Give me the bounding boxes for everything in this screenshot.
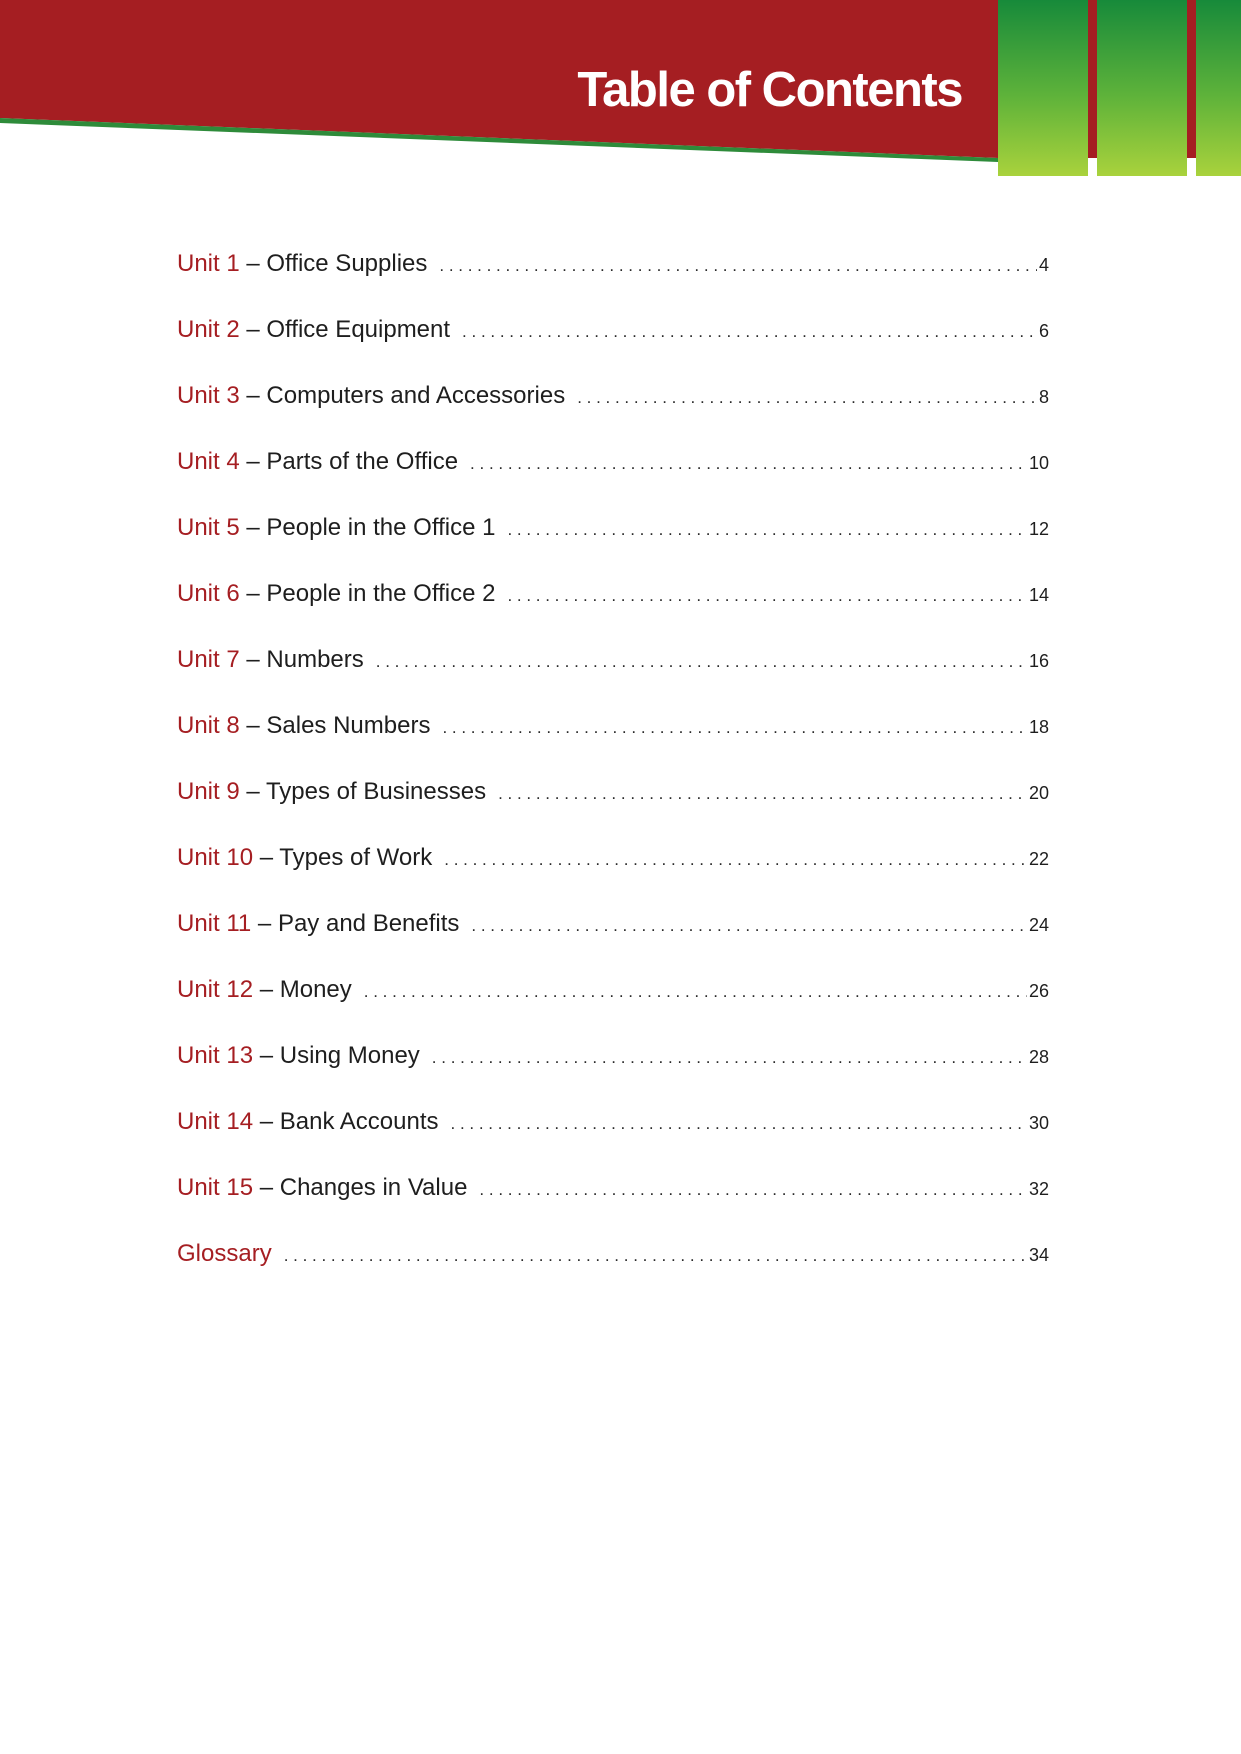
toc-entry <box>177 976 1049 1042</box>
toc-entry <box>177 580 1049 646</box>
page-number: 6 <box>1038 321 1049 341</box>
unit-title: People in the Office 1 <box>266 514 496 541</box>
entry-label <box>177 712 430 740</box>
unit-label: Unit 15 <box>177 1174 254 1201</box>
page-number: 8 <box>1038 387 1049 407</box>
unit-label: Unit 12 <box>177 976 254 1003</box>
unit-label: Unit 1 <box>177 250 240 277</box>
unit-label: Unit 11 <box>177 910 252 937</box>
unit-label: Unit 3 <box>177 382 240 409</box>
toc-entry <box>177 250 1049 316</box>
unit-separator: – <box>253 1108 280 1135</box>
page-number: 34 <box>1028 1245 1049 1265</box>
entry-label <box>177 1042 420 1070</box>
page-number: 4 <box>1038 255 1049 275</box>
toc-entry <box>177 316 1049 382</box>
unit-separator: – <box>239 712 267 739</box>
page-number: 20 <box>1028 783 1049 803</box>
unit-separator: – <box>239 316 267 343</box>
unit-title: Using Money <box>279 1042 420 1069</box>
unit-separator: – <box>253 844 280 871</box>
page-number: 12 <box>1028 519 1049 539</box>
unit-label: Unit 6 <box>177 580 240 607</box>
unit-label: Unit 7 <box>177 646 240 673</box>
unit-title: People in the Office 2 <box>266 580 496 607</box>
toc-entry <box>177 1108 1049 1174</box>
dot-leader <box>495 586 1027 606</box>
page-number: 26 <box>1028 981 1049 1001</box>
unit-title: Money <box>279 976 352 1003</box>
green-stripe-2 <box>1097 0 1187 176</box>
unit-separator: – <box>253 1042 280 1069</box>
entry-label <box>177 250 427 278</box>
dot-leader <box>430 718 1027 738</box>
entry-label <box>177 910 459 938</box>
page-number: 18 <box>1028 717 1049 737</box>
unit-label: Unit 5 <box>177 514 240 541</box>
unit-separator: – <box>239 580 267 607</box>
page-number: 16 <box>1028 651 1049 671</box>
unit-label: Glossary <box>177 1240 272 1267</box>
unit-title: Types of Work <box>279 844 433 871</box>
dot-leader <box>432 850 1027 870</box>
dot-leader <box>459 916 1027 936</box>
unit-label: Unit 10 <box>177 844 254 871</box>
entry-label <box>177 382 565 410</box>
unit-title: Computers and Accessories <box>266 382 566 409</box>
page-number: 24 <box>1028 915 1049 935</box>
toc-entry <box>177 1240 1049 1306</box>
unit-separator: – <box>239 646 267 673</box>
page-number: 30 <box>1028 1113 1049 1133</box>
unit-label: Unit 2 <box>177 316 240 343</box>
page-number: 28 <box>1028 1047 1049 1067</box>
unit-label: Unit 14 <box>177 1108 254 1135</box>
dot-leader <box>565 388 1037 408</box>
dot-leader <box>364 652 1027 672</box>
unit-separator: – <box>239 250 267 277</box>
toc-entry <box>177 1174 1049 1240</box>
unit-separator: – <box>251 910 278 937</box>
unit-title: Changes in Value <box>279 1174 468 1201</box>
dot-leader <box>458 454 1027 474</box>
dot-leader <box>495 520 1027 540</box>
toc-entry <box>177 646 1049 712</box>
unit-label: Unit 9 <box>177 778 240 805</box>
unit-separator: – <box>239 778 266 805</box>
page-number: 22 <box>1028 849 1049 869</box>
entry-label <box>177 1240 272 1268</box>
page-title: Table of Contents <box>577 63 962 117</box>
page-number: 10 <box>1028 453 1049 473</box>
dot-leader <box>420 1048 1027 1068</box>
unit-title: Office Supplies <box>266 250 428 277</box>
unit-label: Unit 8 <box>177 712 240 739</box>
dot-leader <box>467 1180 1027 1200</box>
unit-label: Unit 4 <box>177 448 240 475</box>
green-stripe-3 <box>1196 0 1241 176</box>
dot-leader <box>272 1246 1027 1266</box>
header-banner <box>0 0 1241 180</box>
entry-label <box>177 316 450 344</box>
unit-separator: – <box>253 1174 280 1201</box>
entry-label <box>177 1174 467 1202</box>
entry-label <box>177 646 364 674</box>
dot-leader <box>450 322 1037 342</box>
unit-separator: – <box>253 976 280 1003</box>
unit-separator: – <box>239 382 267 409</box>
dot-leader <box>486 784 1027 804</box>
dot-leader <box>439 1114 1027 1134</box>
unit-title: Office Equipment <box>266 316 451 343</box>
page-number: 14 <box>1028 585 1049 605</box>
unit-separator: – <box>239 514 267 541</box>
toc-entry <box>177 778 1049 844</box>
toc-entry <box>177 910 1049 976</box>
entry-label <box>177 778 486 806</box>
toc-entry <box>177 448 1049 514</box>
dot-leader <box>427 256 1037 276</box>
entry-label <box>177 976 352 1004</box>
entry-label <box>177 448 458 476</box>
entry-label <box>177 1108 439 1136</box>
toc-entry <box>177 712 1049 778</box>
toc-entry <box>177 514 1049 580</box>
unit-title: Types of Businesses <box>265 778 487 805</box>
entry-label <box>177 844 432 872</box>
table-of-contents <box>177 250 1049 1306</box>
unit-separator: – <box>239 448 267 475</box>
toc-entry <box>177 382 1049 448</box>
entry-label <box>177 580 495 608</box>
green-stripe-1 <box>998 0 1088 176</box>
entry-label <box>177 514 495 542</box>
unit-title: Sales Numbers <box>266 712 431 739</box>
unit-title: Parts of the Office <box>266 448 459 475</box>
unit-label: Unit 13 <box>177 1042 254 1069</box>
toc-entry <box>177 844 1049 910</box>
unit-title: Bank Accounts <box>279 1108 439 1135</box>
unit-title: Numbers <box>266 646 364 673</box>
page-number: 32 <box>1028 1179 1049 1199</box>
toc-entry <box>177 1042 1049 1108</box>
dot-leader <box>352 982 1027 1002</box>
unit-title: Pay and Benefits <box>277 910 460 937</box>
